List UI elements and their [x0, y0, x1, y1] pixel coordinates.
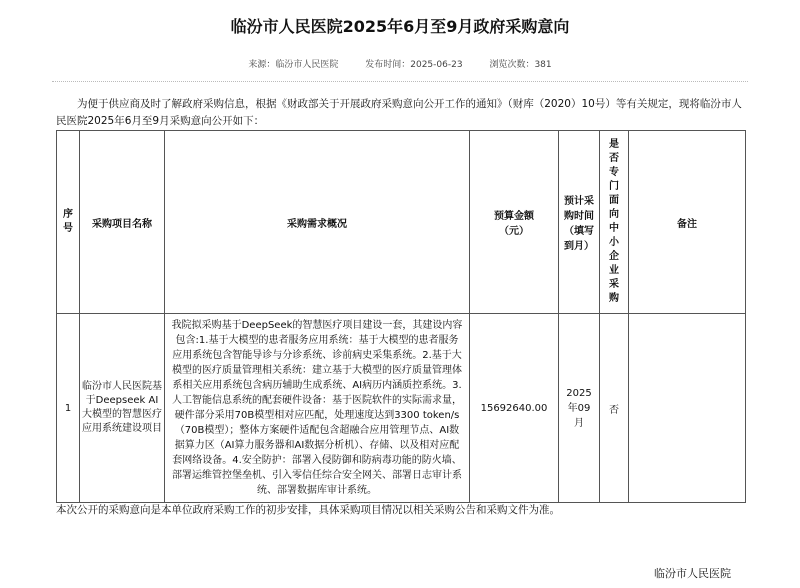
intro-text: 为便于供应商及时了解政府采购信息，根据《财政部关于开展政府采购意向公开工作的通知》（财库（2020）10号）等有关规定，现将临汾市人民医院2025年6月至9月采购意向公开如下：: [56, 98, 742, 127]
header-desc: 采购需求概况: [165, 131, 470, 314]
cell-note: [629, 314, 746, 503]
header-no: 序号: [57, 131, 80, 314]
page-title: 临汾市人民医院2025年6月至9月政府采购意向: [230, 17, 570, 36]
procurement-table: [56, 130, 746, 503]
header-time: 预计采购时间（填写到月）: [559, 131, 600, 314]
footer-note: 本次公开的采购意向是本单位政府采购工作的初步安排，具体采购项目情况以相关采购公告和采购文件为准。: [56, 504, 560, 516]
cell-time: 2025年09月: [559, 314, 600, 503]
header-budget: 预算金额（元）: [470, 131, 559, 314]
meta-info: [0, 57, 800, 70]
header-name: 采购项目名称: [80, 131, 165, 314]
header-sme: 是否专门面向中小企业采购: [600, 131, 629, 314]
signature: 临汾市人民医院: [654, 567, 731, 580]
table-header: [57, 131, 746, 314]
table-row: [57, 314, 746, 503]
cell-budget: 15692640.00: [470, 314, 559, 503]
cell-name: 临汾市人民医院基于Deepseek AI大模型的智慧医疗应用系统建设项目: [80, 314, 165, 503]
publish-date: 发布时间：2025-06-23: [365, 60, 463, 70]
view-count: 浏览次数：381: [489, 60, 552, 70]
cell-desc: 我院拟采购基于DeepSeek的智慧医疗项目建设一套，其建设内容包含:1.基于大模型的患者服务应用系统：基于大模型的患者服务应用系统包含智能导诊与分诊系统、诊前病史采集系统。2.基于大模型的医疗质量管理相关系统：建立基于大模型的医疗质量管理体系相关应用系统包含病历辅助生成系统、AI病历内涵质控系统。3.人工智能信息系统的配套硬件设备：基于医院软件的实际需求量，硬件部分采用70B模型相对应匹配，处理速度达到3300 token/s（70B模型）；整体方案硬件适配包含超融合应用管理节点、AI数据算力区（AI算力服务器和AI数据分析机）、存储、以及相对应配套网络设备。4.安全防护：部署入侵防御和防病毒功能的防火墙、部署运维管控堡垒机、引入零信任综合安全网关、部署日志审计系统、部署数据库审计系统。: [165, 314, 470, 503]
cell-sme: 否: [600, 314, 629, 503]
divider: [52, 81, 748, 82]
source: 来源：临汾市人民医院: [248, 60, 339, 70]
header-note: 备注: [629, 131, 746, 314]
cell-no: 1: [57, 314, 80, 503]
